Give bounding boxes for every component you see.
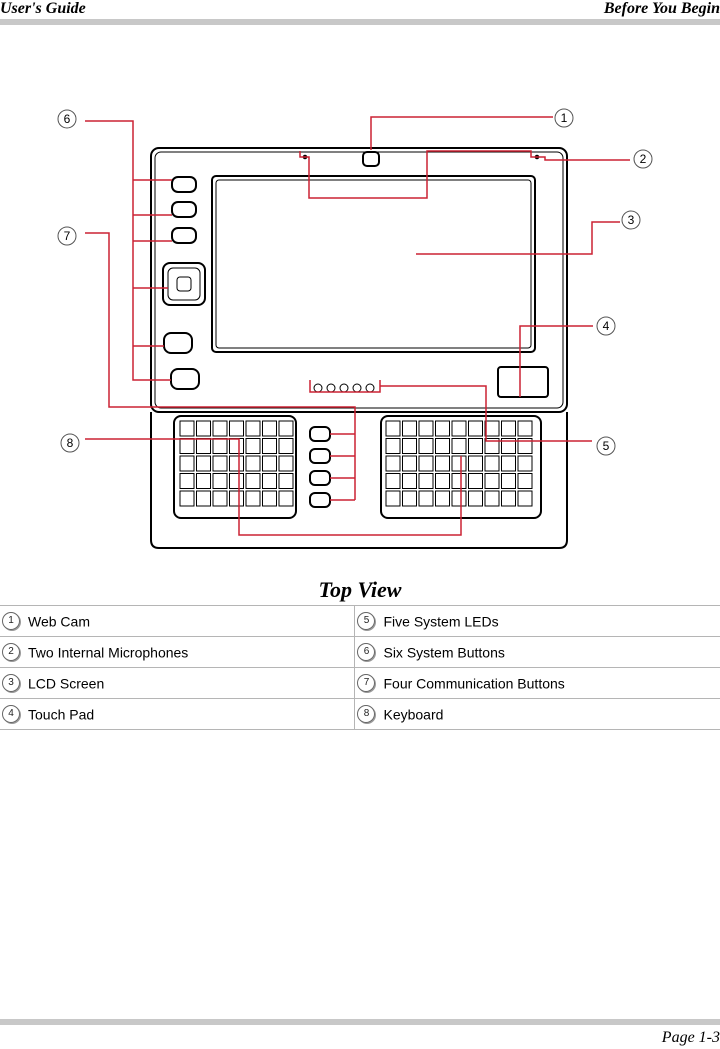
number-badge-icon: 7 [357,674,375,692]
keyboard-key [518,474,532,489]
keyboard-key [279,439,293,454]
keyboard-key [180,491,194,506]
keyboard-key [452,456,466,471]
number-badge-icon: 1 [2,612,20,630]
keyboard-key [403,474,417,489]
keyboard-key [230,491,244,506]
keyboard-key [213,474,227,489]
keyboard-key [213,421,227,436]
svg-text:6: 6 [63,112,71,126]
callout-4 [597,317,615,335]
keyboard-key [485,421,499,436]
keyboard-key [419,491,433,506]
legend-label: Two Internal Microphones [28,644,189,661]
number-badge-icon: 3 [2,674,20,692]
system-leds [314,384,374,392]
keyboard-key [263,421,277,436]
keyboard-key [213,439,227,454]
keyboard-key [469,491,483,506]
lcd-screen [212,176,535,352]
number-badge-icon: 8 [357,705,375,723]
keyboard-key [386,474,400,489]
footer-rule [0,1019,720,1025]
keyboard-key [246,439,260,454]
legend-table [0,605,720,730]
number-badge-icon: 6 [357,643,375,661]
keyboard-key [469,439,483,454]
keyboard-key [403,439,417,454]
legend-label: Touch Pad [28,706,95,723]
keyboard-key [180,456,194,471]
keyboard-key [197,491,211,506]
device-body [151,148,567,412]
touch-pad [498,367,548,397]
keyboard-key [230,474,244,489]
svg-text:3: 3 [627,213,635,227]
keyboard-key [263,456,277,471]
keyboard-key [502,421,516,436]
keyboard-key [502,474,516,489]
keyboard-key [485,456,499,471]
header-left-title: User's Guide [0,0,86,17]
callout-2 [634,150,652,168]
legend-label: Web Cam [28,613,90,630]
keyboard-key [279,474,293,489]
keyboard-key [502,456,516,471]
keyboard-key [279,491,293,506]
keyboard-key [180,439,194,454]
keyboard-key [469,456,483,471]
legend-label: Five System LEDs [383,613,499,630]
keyboard-key [279,421,293,436]
keyboard-key [518,456,532,471]
keyboard-key [436,456,450,471]
keyboard-key [386,439,400,454]
keyboard-key [502,491,516,506]
callout-7 [58,227,76,245]
svg-text:8: 8 [66,436,74,450]
keyboard-key [246,421,260,436]
keyboard-key [386,491,400,506]
web-cam [363,152,379,166]
keyboard-key [436,439,450,454]
keyboard-key [452,474,466,489]
keyboard-key [230,456,244,471]
legend-label: Six System Buttons [383,644,505,661]
figure-caption: Top View [318,577,402,602]
keyboard-key [419,456,433,471]
keyboard-key [403,421,417,436]
keyboard-key [180,421,194,436]
number-badge-icon: 5 [357,612,375,630]
legend-row [0,699,720,730]
device-top-view-diagram [0,70,720,560]
header-right-title: Before You Begin [603,0,720,17]
page-header [0,0,720,20]
keyboard-key [419,421,433,436]
svg-text:4: 4 [602,319,610,333]
keyboard-key [452,491,466,506]
keyboard-key [263,474,277,489]
keyboard-key [469,474,483,489]
svg-text:2: 2 [639,152,647,166]
keyboard-key [246,474,260,489]
keyboard-key [485,491,499,506]
keyboard-key [452,421,466,436]
keyboard-key [279,456,293,471]
svg-text:1: 1 [560,111,568,125]
legend-row [0,637,720,668]
keyboard-key [213,491,227,506]
keyboard-key [436,491,450,506]
keyboard-key [518,421,532,436]
keyboard-key [230,439,244,454]
keyboard-key [263,491,277,506]
keyboard-key [386,421,400,436]
keyboard-left [174,416,296,518]
svg-text:5: 5 [602,439,610,453]
legend-row [0,668,720,699]
keyboard-key [419,439,433,454]
keyboard-key [197,474,211,489]
keyboard-key [452,439,466,454]
keyboard-key [246,491,260,506]
legend-label: Keyboard [383,706,444,723]
keyboard-key [419,474,433,489]
keyboard-key [197,439,211,454]
callout-8 [61,434,79,452]
keyboard-key [213,456,227,471]
keyboard-key [197,456,211,471]
keyboard-key [518,491,532,506]
callout-1 [555,109,573,127]
keyboard-key [436,474,450,489]
keyboard-key [436,421,450,436]
keyboard-key [403,456,417,471]
callout-3 [622,211,640,229]
keyboard-key [403,491,417,506]
keyboard-key [469,421,483,436]
header-rule [0,19,720,25]
callout-5 [597,437,615,455]
page-number: Page 1-3 [661,1029,720,1046]
legend-label: Four Communication Buttons [383,675,565,692]
legend-row [0,606,720,637]
keyboard-key [485,474,499,489]
number-badge-icon: 4 [2,705,20,723]
callout-6 [58,110,76,128]
keyboard-key [230,421,244,436]
svg-text:7: 7 [63,229,71,243]
legend-label: LCD Screen [28,675,105,692]
keyboard-key [246,456,260,471]
number-badge-icon: 2 [2,643,20,661]
keyboard-key [263,439,277,454]
keyboard-key [386,456,400,471]
keyboard-key [180,474,194,489]
keyboard-key [197,421,211,436]
